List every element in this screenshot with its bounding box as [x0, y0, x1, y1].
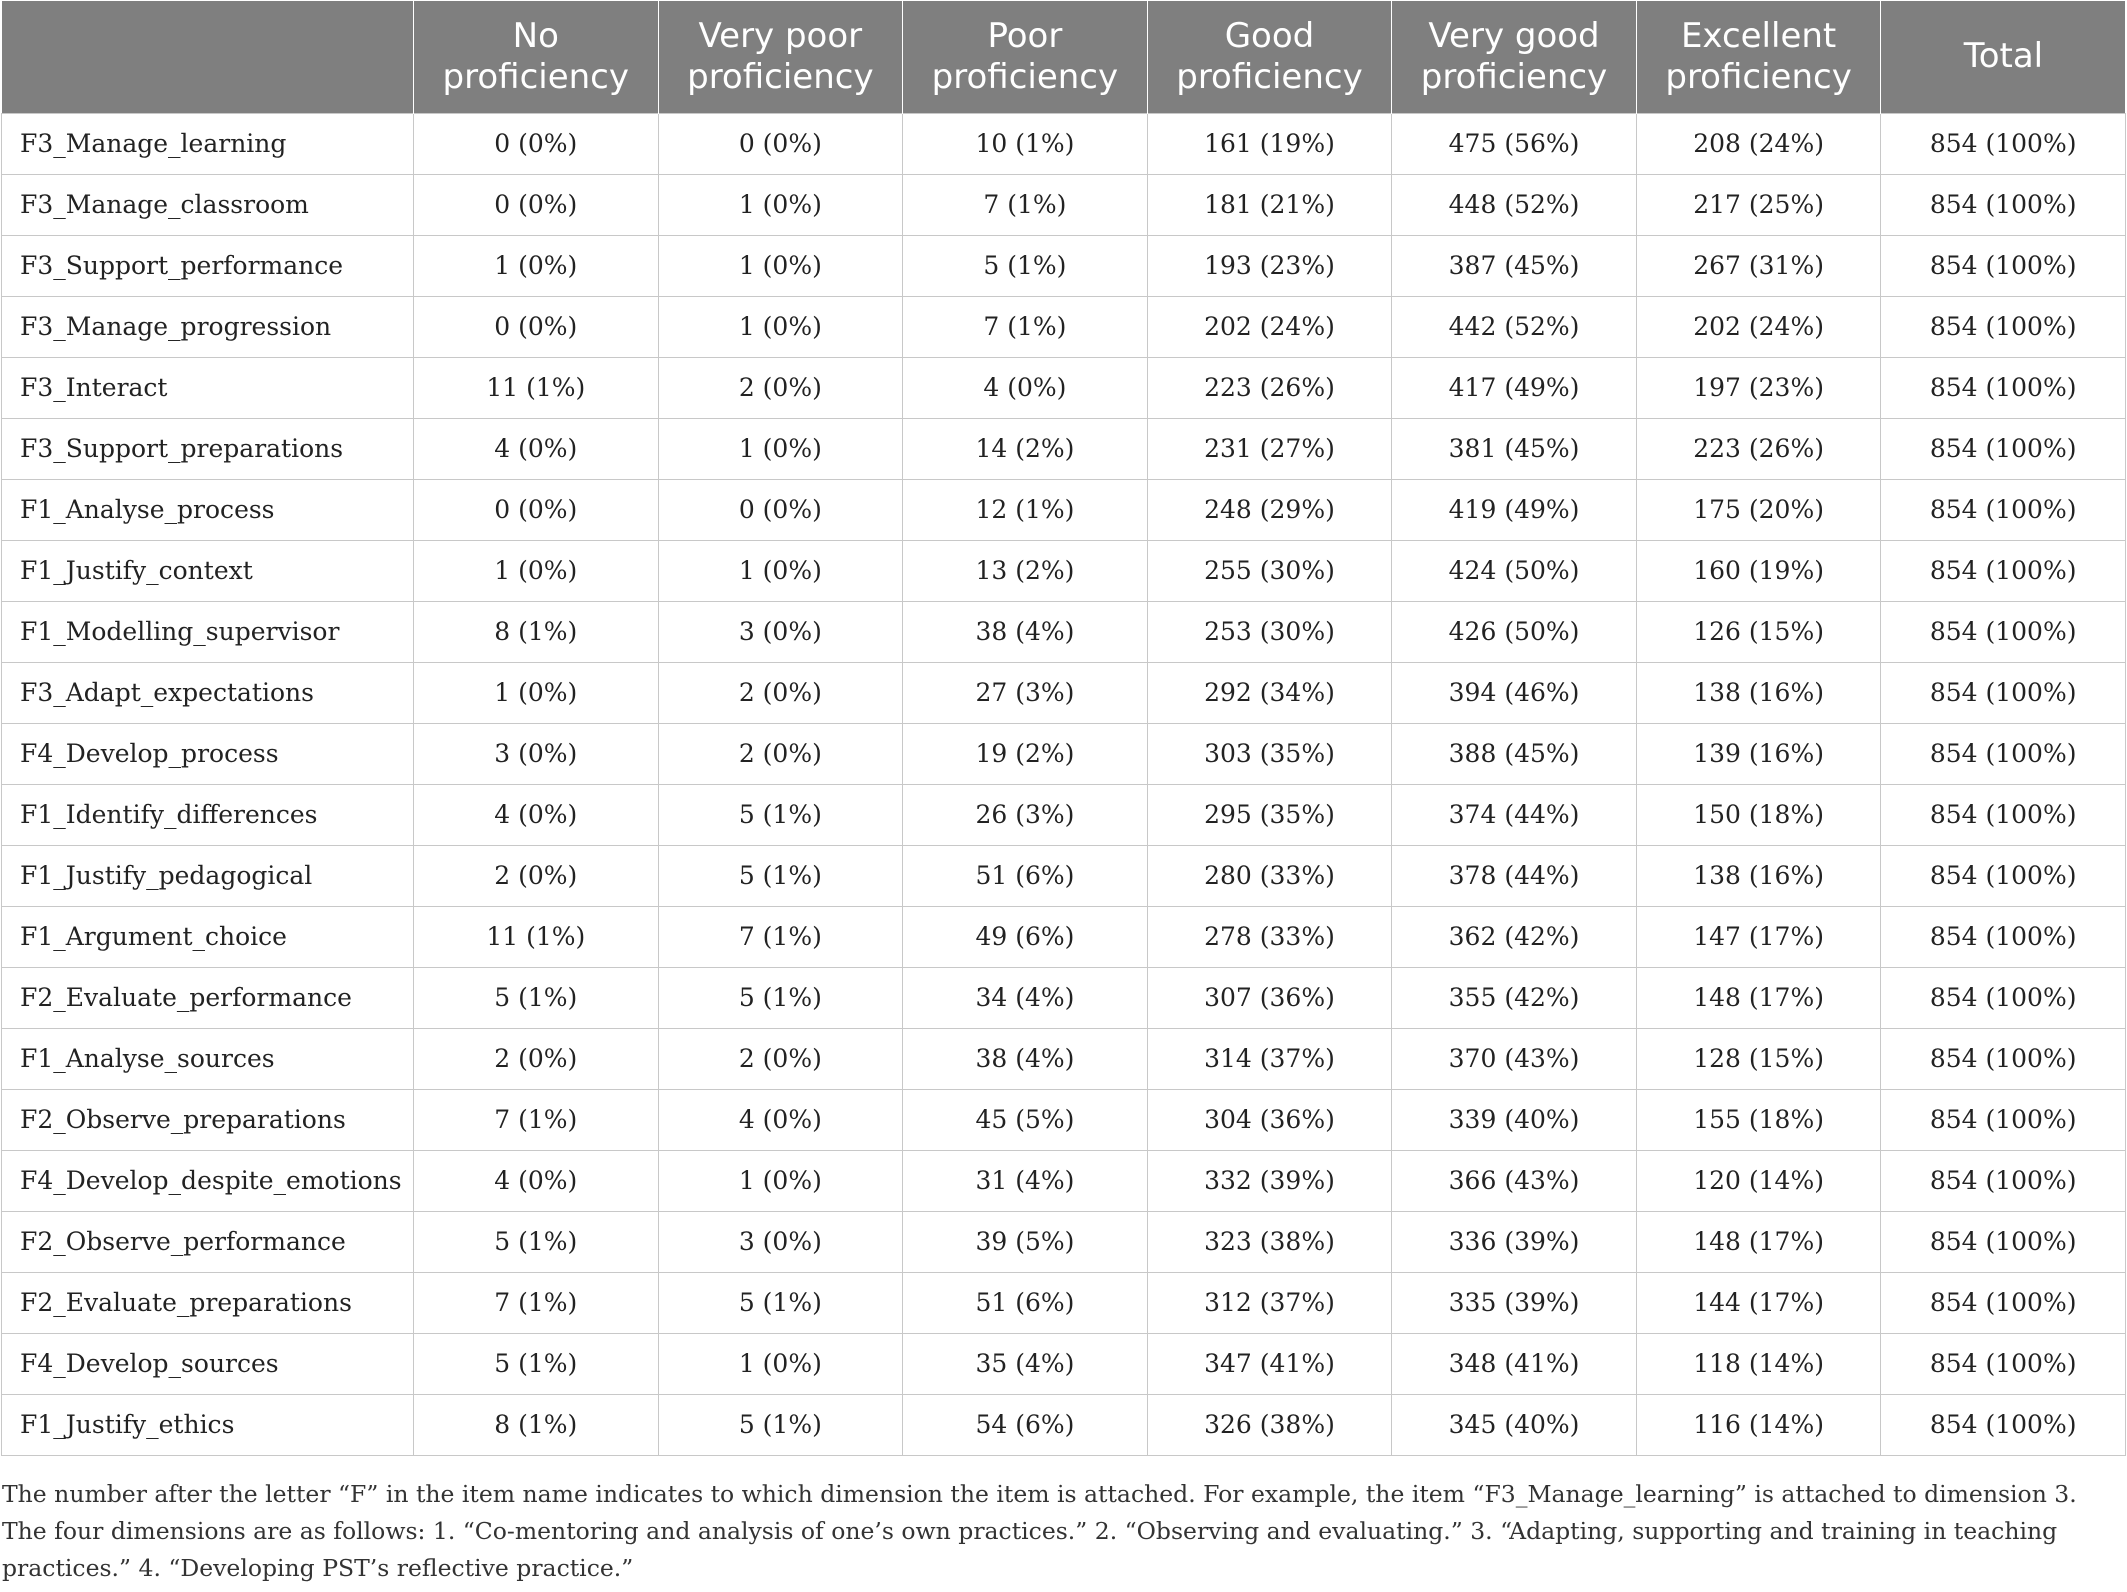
value-cell: 148 (17%): [1636, 1211, 1881, 1272]
value-cell: 347 (41%): [1147, 1333, 1392, 1394]
value-cell: 312 (37%): [1147, 1272, 1392, 1333]
value-cell: 419 (49%): [1392, 479, 1637, 540]
value-cell: 51 (6%): [903, 1272, 1148, 1333]
table-row: [2, 1272, 2126, 1333]
value-cell: 45 (5%): [903, 1089, 1148, 1150]
value-cell: 854 (100%): [1881, 906, 2126, 967]
value-cell: 5 (1%): [414, 1333, 659, 1394]
value-cell: 0 (0%): [414, 479, 659, 540]
header-cell: Total: [1881, 1, 2126, 113]
value-cell: 253 (30%): [1147, 601, 1392, 662]
item-name-cell: F4_Develop_process: [2, 723, 414, 784]
value-cell: 394 (46%): [1392, 662, 1637, 723]
value-cell: 854 (100%): [1881, 1272, 2126, 1333]
value-cell: 35 (4%): [903, 1333, 1148, 1394]
item-name-cell: F3_Adapt_expectations: [2, 662, 414, 723]
value-cell: 19 (2%): [903, 723, 1148, 784]
value-cell: 854 (100%): [1881, 1333, 2126, 1394]
value-cell: 1 (0%): [414, 662, 659, 723]
item-name-cell: F3_Interact: [2, 357, 414, 418]
value-cell: 255 (30%): [1147, 540, 1392, 601]
value-cell: 8 (1%): [414, 601, 659, 662]
header-cell: Excellent proficiency: [1636, 1, 1881, 113]
value-cell: 217 (25%): [1636, 174, 1881, 235]
item-name-cell: F3_Manage_progression: [2, 296, 414, 357]
value-cell: 475 (56%): [1392, 113, 1637, 174]
value-cell: 34 (4%): [903, 967, 1148, 1028]
item-name-cell: F1_Justify_context: [2, 540, 414, 601]
value-cell: 424 (50%): [1392, 540, 1637, 601]
value-cell: 303 (35%): [1147, 723, 1392, 784]
value-cell: 339 (40%): [1392, 1089, 1637, 1150]
header-cell-item: [2, 1, 414, 113]
value-cell: 2 (0%): [658, 662, 903, 723]
value-cell: 5 (1%): [658, 967, 903, 1028]
value-cell: 161 (19%): [1147, 113, 1392, 174]
table-body: [2, 113, 2126, 1455]
value-cell: 267 (31%): [1636, 235, 1881, 296]
value-cell: 144 (17%): [1636, 1272, 1881, 1333]
value-cell: 3 (0%): [658, 601, 903, 662]
table-row: [2, 1089, 2126, 1150]
item-name-cell: F3_Manage_classroom: [2, 174, 414, 235]
value-cell: 0 (0%): [414, 113, 659, 174]
proficiency-table: [1, 1, 2126, 1456]
value-cell: 854 (100%): [1881, 296, 2126, 357]
value-cell: 854 (100%): [1881, 1211, 2126, 1272]
value-cell: 4 (0%): [414, 418, 659, 479]
value-cell: 854 (100%): [1881, 723, 2126, 784]
item-name-cell: F1_Justify_pedagogical: [2, 845, 414, 906]
value-cell: 1 (0%): [658, 235, 903, 296]
value-cell: 1 (0%): [658, 296, 903, 357]
value-cell: 854 (100%): [1881, 540, 2126, 601]
value-cell: 854 (100%): [1881, 784, 2126, 845]
item-name-cell: F1_Justify_ethics: [2, 1394, 414, 1455]
item-name-cell: F2_Evaluate_performance: [2, 967, 414, 1028]
header-cell: No proficiency: [414, 1, 659, 113]
value-cell: 5 (1%): [903, 235, 1148, 296]
item-name-cell: F1_Analyse_process: [2, 479, 414, 540]
value-cell: 370 (43%): [1392, 1028, 1637, 1089]
item-name-cell: F1_Argument_choice: [2, 906, 414, 967]
value-cell: 223 (26%): [1636, 418, 1881, 479]
value-cell: 5 (1%): [658, 1394, 903, 1455]
value-cell: 208 (24%): [1636, 113, 1881, 174]
value-cell: 118 (14%): [1636, 1333, 1881, 1394]
value-cell: 854 (100%): [1881, 1150, 2126, 1211]
value-cell: 11 (1%): [414, 357, 659, 418]
table-row: [2, 967, 2126, 1028]
table-row: [2, 1150, 2126, 1211]
value-cell: 292 (34%): [1147, 662, 1392, 723]
value-cell: 38 (4%): [903, 1028, 1148, 1089]
table-row: [2, 845, 2126, 906]
header-row: [2, 1, 2126, 113]
value-cell: 139 (16%): [1636, 723, 1881, 784]
value-cell: 4 (0%): [903, 357, 1148, 418]
value-cell: 7 (1%): [414, 1272, 659, 1333]
value-cell: 138 (16%): [1636, 662, 1881, 723]
header-cell: Poor proficiency: [903, 1, 1148, 113]
value-cell: 854 (100%): [1881, 479, 2126, 540]
value-cell: 4 (0%): [414, 784, 659, 845]
value-cell: 854 (100%): [1881, 174, 2126, 235]
table-row: [2, 1028, 2126, 1089]
item-name-cell: F3_Support_performance: [2, 235, 414, 296]
table-row: [2, 479, 2126, 540]
value-cell: 120 (14%): [1636, 1150, 1881, 1211]
value-cell: 280 (33%): [1147, 845, 1392, 906]
value-cell: 126 (15%): [1636, 601, 1881, 662]
value-cell: 326 (38%): [1147, 1394, 1392, 1455]
value-cell: 854 (100%): [1881, 357, 2126, 418]
table-row: [2, 113, 2126, 174]
value-cell: 202 (24%): [1147, 296, 1392, 357]
value-cell: 1 (0%): [414, 235, 659, 296]
value-cell: 231 (27%): [1147, 418, 1392, 479]
table-row: [2, 1394, 2126, 1455]
value-cell: 854 (100%): [1881, 601, 2126, 662]
table-row: [2, 357, 2126, 418]
value-cell: 854 (100%): [1881, 967, 2126, 1028]
value-cell: 854 (100%): [1881, 1394, 2126, 1455]
value-cell: 0 (0%): [414, 296, 659, 357]
value-cell: 295 (35%): [1147, 784, 1392, 845]
value-cell: 304 (36%): [1147, 1089, 1392, 1150]
header-cell: Very good proficiency: [1392, 1, 1637, 113]
value-cell: 128 (15%): [1636, 1028, 1881, 1089]
value-cell: 448 (52%): [1392, 174, 1637, 235]
value-cell: 155 (18%): [1636, 1089, 1881, 1150]
item-name-cell: F3_Manage_learning: [2, 113, 414, 174]
value-cell: 854 (100%): [1881, 1089, 2126, 1150]
value-cell: 3 (0%): [414, 723, 659, 784]
value-cell: 38 (4%): [903, 601, 1148, 662]
table-row: [2, 235, 2126, 296]
value-cell: 854 (100%): [1881, 662, 2126, 723]
table-row: [2, 418, 2126, 479]
value-cell: 197 (23%): [1636, 357, 1881, 418]
item-name-cell: F2_Observe_preparations: [2, 1089, 414, 1150]
value-cell: 175 (20%): [1636, 479, 1881, 540]
value-cell: 854 (100%): [1881, 845, 2126, 906]
value-cell: 426 (50%): [1392, 601, 1637, 662]
table-row: [2, 662, 2126, 723]
value-cell: 12 (1%): [903, 479, 1148, 540]
table-row: [2, 1211, 2126, 1272]
item-name-cell: F4_Develop_despite_emotions: [2, 1150, 414, 1211]
value-cell: 854 (100%): [1881, 1028, 2126, 1089]
table-row: [2, 1333, 2126, 1394]
table-row: [2, 296, 2126, 357]
value-cell: 7 (1%): [658, 906, 903, 967]
table-row: [2, 540, 2126, 601]
value-cell: 27 (3%): [903, 662, 1148, 723]
value-cell: 7 (1%): [903, 174, 1148, 235]
table-row: [2, 174, 2126, 235]
value-cell: 5 (1%): [658, 784, 903, 845]
value-cell: 1 (0%): [414, 540, 659, 601]
value-cell: 2 (0%): [414, 1028, 659, 1089]
value-cell: 336 (39%): [1392, 1211, 1637, 1272]
table-footnote: The number after the letter “F” in the item name indicates to which dimension the item is attached. For example, the item “F3_Manage_learning” is attached to dimension 3. The four dimensions are as follows: 1. “Co-mentoring and analysis of one’s own practices.” 2. “Observing and evaluating.” 3. “Adapting, supporting and training in teaching practices.” 4. “Developing PST’s reflective practice.”: [2, 1480, 2077, 1582]
item-name-cell: F1_Identify_differences: [2, 784, 414, 845]
table-row: [2, 723, 2126, 784]
value-cell: 3 (0%): [658, 1211, 903, 1272]
value-cell: 5 (1%): [414, 967, 659, 1028]
value-cell: 332 (39%): [1147, 1150, 1392, 1211]
value-cell: 442 (52%): [1392, 296, 1637, 357]
value-cell: 0 (0%): [658, 479, 903, 540]
value-cell: 150 (18%): [1636, 784, 1881, 845]
value-cell: 0 (0%): [414, 174, 659, 235]
value-cell: 54 (6%): [903, 1394, 1148, 1455]
value-cell: 307 (36%): [1147, 967, 1392, 1028]
value-cell: 1 (0%): [658, 540, 903, 601]
proficiency-table-container: [1, 1, 2125, 1456]
item-name-cell: F2_Observe_performance: [2, 1211, 414, 1272]
value-cell: 11 (1%): [414, 906, 659, 967]
value-cell: 49 (6%): [903, 906, 1148, 967]
value-cell: 854 (100%): [1881, 113, 2126, 174]
value-cell: 160 (19%): [1636, 540, 1881, 601]
value-cell: 417 (49%): [1392, 357, 1637, 418]
value-cell: 116 (14%): [1636, 1394, 1881, 1455]
value-cell: 4 (0%): [414, 1150, 659, 1211]
value-cell: 2 (0%): [658, 723, 903, 784]
table-header: [2, 1, 2126, 113]
table-row: [2, 601, 2126, 662]
value-cell: 8 (1%): [414, 1394, 659, 1455]
item-name-cell: F3_Support_preparations: [2, 418, 414, 479]
value-cell: 314 (37%): [1147, 1028, 1392, 1089]
value-cell: 14 (2%): [903, 418, 1148, 479]
value-cell: 26 (3%): [903, 784, 1148, 845]
value-cell: 854 (100%): [1881, 418, 2126, 479]
value-cell: 335 (39%): [1392, 1272, 1637, 1333]
value-cell: 4 (0%): [658, 1089, 903, 1150]
value-cell: 366 (43%): [1392, 1150, 1637, 1211]
value-cell: 138 (16%): [1636, 845, 1881, 906]
item-name-cell: F1_Modelling_supervisor: [2, 601, 414, 662]
value-cell: 1 (0%): [658, 1150, 903, 1211]
item-name-cell: F2_Evaluate_preparations: [2, 1272, 414, 1333]
value-cell: 278 (33%): [1147, 906, 1392, 967]
value-cell: 362 (42%): [1392, 906, 1637, 967]
header-cell: Good proficiency: [1147, 1, 1392, 113]
value-cell: 181 (21%): [1147, 174, 1392, 235]
value-cell: 148 (17%): [1636, 967, 1881, 1028]
value-cell: 387 (45%): [1392, 235, 1637, 296]
value-cell: 223 (26%): [1147, 357, 1392, 418]
value-cell: 374 (44%): [1392, 784, 1637, 845]
header-cell: Very poor proficiency: [658, 1, 903, 113]
value-cell: 147 (17%): [1636, 906, 1881, 967]
value-cell: 248 (29%): [1147, 479, 1392, 540]
value-cell: 39 (5%): [903, 1211, 1148, 1272]
value-cell: 854 (100%): [1881, 235, 2126, 296]
value-cell: 13 (2%): [903, 540, 1148, 601]
value-cell: 193 (23%): [1147, 235, 1392, 296]
item-name-cell: F1_Analyse_sources: [2, 1028, 414, 1089]
value-cell: 355 (42%): [1392, 967, 1637, 1028]
value-cell: 1 (0%): [658, 174, 903, 235]
value-cell: 7 (1%): [903, 296, 1148, 357]
value-cell: 348 (41%): [1392, 1333, 1637, 1394]
value-cell: 31 (4%): [903, 1150, 1148, 1211]
value-cell: 51 (6%): [903, 845, 1148, 906]
value-cell: 5 (1%): [658, 845, 903, 906]
value-cell: 5 (1%): [414, 1211, 659, 1272]
value-cell: 7 (1%): [414, 1089, 659, 1150]
value-cell: 10 (1%): [903, 113, 1148, 174]
table-row: [2, 784, 2126, 845]
value-cell: 381 (45%): [1392, 418, 1637, 479]
value-cell: 2 (0%): [658, 1028, 903, 1089]
value-cell: 378 (44%): [1392, 845, 1637, 906]
item-name-cell: F4_Develop_sources: [2, 1333, 414, 1394]
value-cell: 202 (24%): [1636, 296, 1881, 357]
value-cell: 2 (0%): [658, 357, 903, 418]
value-cell: 323 (38%): [1147, 1211, 1392, 1272]
value-cell: 345 (40%): [1392, 1394, 1637, 1455]
value-cell: 1 (0%): [658, 418, 903, 479]
value-cell: 5 (1%): [658, 1272, 903, 1333]
table-row: [2, 906, 2126, 967]
value-cell: 2 (0%): [414, 845, 659, 906]
value-cell: 0 (0%): [658, 113, 903, 174]
value-cell: 388 (45%): [1392, 723, 1637, 784]
value-cell: 1 (0%): [658, 1333, 903, 1394]
